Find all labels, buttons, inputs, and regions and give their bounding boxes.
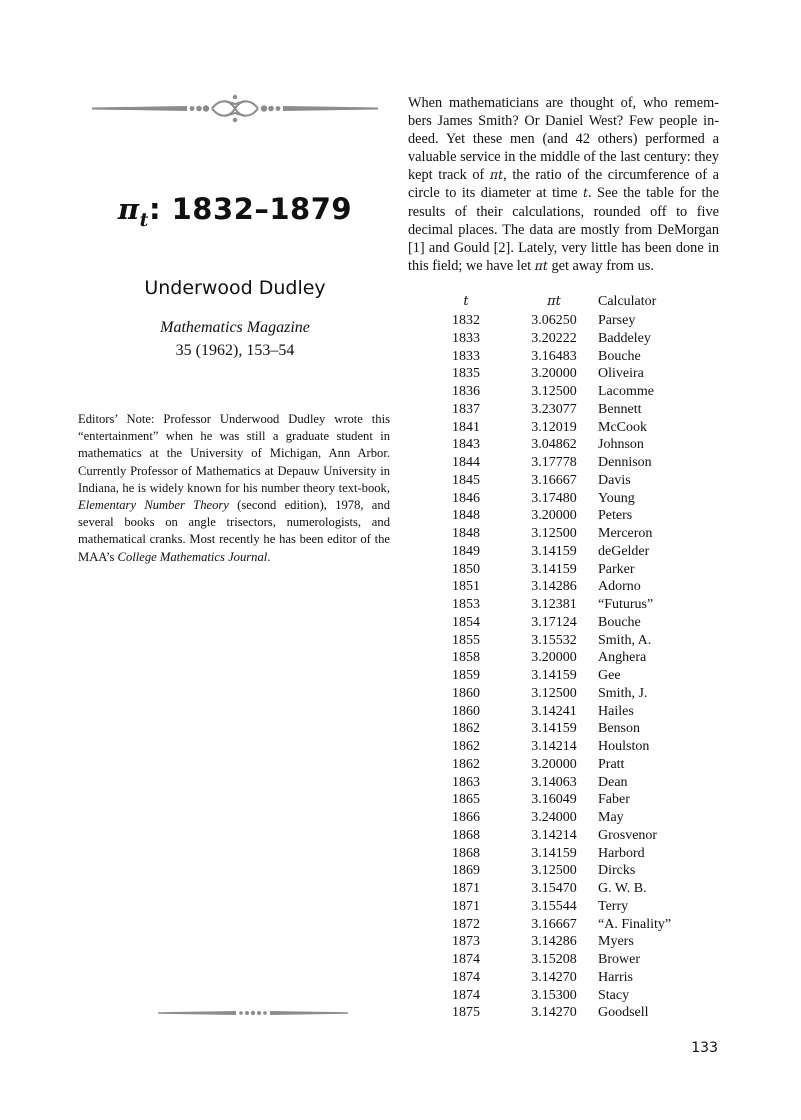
pi-value-cell: 3.24000	[531, 810, 577, 825]
header-pi-value: πt	[547, 294, 561, 310]
table-row	[420, 703, 720, 721]
table-row	[420, 1004, 720, 1022]
pi-value-cell: 3.15300	[531, 987, 577, 1003]
page-number: 133	[691, 1040, 718, 1056]
table-row	[420, 330, 720, 348]
table-row	[420, 791, 720, 809]
table-row	[420, 614, 720, 632]
calculator-cell: deGelder	[598, 543, 650, 559]
year-cell: 1860	[452, 703, 480, 719]
pi-value-cell: 3.20000	[531, 650, 577, 666]
year-cell: 1871	[452, 898, 480, 914]
table-row	[420, 578, 720, 596]
pi-value-cell: 3.04862	[531, 437, 577, 453]
year-cell: 1872	[452, 916, 480, 932]
calculator-cell: Pratt	[598, 756, 625, 772]
header-calculator: Calculator	[598, 294, 657, 310]
calculator-cell: Bouche	[598, 348, 641, 364]
table-row	[420, 951, 720, 969]
table-row	[420, 738, 720, 756]
pi-value-cell: 3.15532	[531, 632, 577, 648]
pi-value-cell: 3.14159	[531, 561, 577, 577]
table-row	[420, 827, 720, 845]
pi-value-cell: 3.16483	[531, 348, 577, 364]
calculator-cell: Benson	[598, 721, 640, 737]
pi-value-cell: 3.14214	[531, 827, 577, 843]
year-cell: 1851	[452, 579, 480, 595]
calculator-cell: Harris	[598, 969, 633, 985]
calculator-cell: Myers	[598, 934, 634, 950]
year-cell: 1833	[452, 348, 480, 364]
year-cell: 1859	[452, 668, 480, 683]
journal-name: Mathematics Magazine	[160, 319, 310, 336]
pi-value-cell: 3.14241	[531, 703, 577, 719]
intro-paragraph	[408, 94, 719, 275]
pi-value-cell: 3.14159	[531, 543, 577, 559]
table-row	[420, 561, 720, 579]
intro-text-4: get away from us.	[547, 257, 654, 274]
pi-value-cell: 3.14286	[531, 934, 577, 950]
calculator-cell: Terry	[598, 898, 629, 914]
year-cell: 1848	[452, 508, 480, 524]
year-cell: 1862	[452, 739, 480, 754]
year-cell: 1848	[452, 526, 480, 541]
calculator-cell: Anghera	[598, 650, 647, 666]
ornamental-divider-icon	[92, 92, 378, 126]
calculator-cell: Smith, J.	[598, 685, 648, 701]
year-cell: 1845	[452, 472, 480, 488]
table-row	[420, 809, 720, 827]
calculator-cell: Peters	[598, 508, 633, 524]
year-cell: 1874	[452, 969, 480, 985]
year-cell: 1841	[452, 419, 480, 435]
year-cell: 1874	[452, 952, 480, 967]
year-cell: 1863	[452, 774, 480, 790]
table-row	[420, 969, 720, 987]
year-cell: 1837	[452, 401, 480, 417]
title-years: : 1832–1879	[148, 192, 353, 226]
table-header-row	[420, 292, 720, 312]
pi-value-cell: 3.23077	[531, 401, 577, 417]
calculator-cell: Young	[598, 490, 635, 506]
pi-value-cell: 3.15544	[531, 898, 577, 914]
pi-value-cell: 3.12500	[531, 526, 577, 541]
year-cell: 1873	[452, 934, 480, 950]
pi-value-cell: 3.14159	[531, 721, 577, 737]
calculator-cell: McCook	[598, 419, 647, 435]
year-cell: 1853	[452, 597, 480, 612]
year-cell: 1846	[452, 490, 480, 506]
table-row	[420, 383, 720, 401]
table-row	[420, 685, 720, 703]
table-row	[420, 987, 720, 1005]
pi-value-cell: 3.14159	[531, 668, 577, 683]
table-row	[420, 348, 720, 366]
table-row	[420, 774, 720, 792]
calculator-cell: Johnson	[598, 437, 644, 453]
pi-values-table	[420, 292, 720, 1022]
table-row	[420, 649, 720, 667]
calculator-cell: Adorno	[598, 579, 641, 595]
pi-value-cell: 3.20000	[531, 366, 577, 382]
year-cell: 1855	[452, 632, 480, 648]
editors-note-journal-title: College Mathematics Journal	[117, 549, 268, 564]
year-cell: 1868	[452, 845, 480, 861]
intro-text-1: When mathematicians are thought of, who remem-bers James Smith? Or Daniel West? Few people in-deed. Yet these men (and 42 others) performed a valuable service in the middle of the last century: they kept track of	[408, 95, 719, 184]
table-row	[420, 454, 720, 472]
calculator-cell: “Futurus”	[598, 597, 654, 612]
editors-note-book-title: Elementary Number Theory	[78, 498, 229, 513]
year-cell: 1843	[452, 437, 480, 453]
calculator-cell: Bouche	[598, 614, 641, 630]
title-subscript: t	[139, 209, 149, 231]
calculator-cell: Oliveira	[598, 366, 644, 382]
year-cell: 1849	[452, 543, 480, 559]
calculator-cell: Baddeley	[598, 330, 651, 346]
year-cell: 1871	[452, 881, 480, 896]
calculator-cell: Dean	[598, 774, 628, 790]
table-row	[420, 419, 720, 437]
calculator-cell: May	[598, 810, 624, 825]
pi-value-cell: 3.16667	[531, 472, 577, 488]
pi-value-cell: 3.12381	[531, 597, 577, 612]
pi-value-cell: 3.16049	[531, 792, 577, 808]
header-year: t	[463, 294, 469, 310]
editors-note-text-1: Editors’ Note: Professor Underwood Dudley wrote this “entertainment” when he was still a graduate student in mathematics at the University of Michigan, Ann Arbor. Currently Professor of Mathematics at Depauw University in Indiana, he is widely known for his number theory text-book,	[78, 412, 390, 495]
calculator-cell: Hailes	[598, 703, 634, 719]
year-cell: 1833	[452, 330, 480, 346]
calculator-cell: Faber	[598, 792, 630, 808]
table-row	[420, 880, 720, 898]
year-cell: 1868	[452, 827, 480, 843]
journal-citation: 35 (1962), 153–54	[175, 342, 295, 359]
year-cell: 1862	[452, 756, 480, 772]
pi-value-cell: 3.14214	[531, 739, 577, 754]
calculator-cell: Smith, A.	[598, 632, 652, 648]
table-row	[420, 898, 720, 916]
pi-value-cell: 3.14159	[531, 845, 577, 861]
year-cell: 1835	[452, 366, 480, 382]
pi-value-cell: 3.14063	[531, 774, 577, 790]
year-cell: 1836	[452, 384, 480, 399]
calculator-cell: Dircks	[598, 863, 636, 879]
table-row	[420, 401, 720, 419]
pi-value-cell: 3.12500	[531, 384, 577, 399]
table-row	[420, 507, 720, 525]
calculator-cell: Parsey	[598, 313, 636, 328]
title-pi-symbol: π	[117, 192, 140, 226]
intro-symbol-pi-t-2: πt	[534, 257, 548, 273]
pi-value-cell: 3.20000	[531, 508, 577, 524]
calculator-cell: Stacy	[598, 987, 630, 1003]
year-cell: 1844	[452, 455, 480, 470]
calculator-cell: G. W. B.	[598, 881, 647, 896]
pi-value-cell: 3.17778	[531, 455, 577, 470]
calculator-cell: Grosvenor	[598, 827, 658, 843]
table-row	[420, 543, 720, 561]
year-cell: 1874	[452, 987, 480, 1003]
intro-text-3: . See the table for the results of their calculations, rounded off to five decimal places. The data are mostly from DeMorgan [1] and Gould [2]. Lately, very little has been done in this field; we have let	[408, 185, 719, 274]
calculator-cell: Bennett	[598, 401, 642, 417]
pi-value-cell: 3.14270	[531, 969, 577, 985]
table-row	[420, 365, 720, 383]
table-row	[420, 525, 720, 543]
calculator-cell: “A. Finality”	[598, 916, 672, 932]
pi-value-cell: 3.20222	[531, 330, 577, 346]
pi-value-cell: 3.15470	[531, 881, 577, 896]
pi-value-cell: 3.15208	[531, 952, 577, 967]
pi-value-cell: 3.16667	[531, 916, 577, 932]
table-row	[420, 720, 720, 738]
pi-value-cell: 3.12500	[531, 863, 577, 879]
pi-value-cell: 3.12019	[531, 419, 577, 435]
intro-text-2: , the ratio of the circumference of a circle to its diameter at time	[408, 167, 719, 202]
table-row	[420, 916, 720, 934]
calculator-cell: Houlston	[598, 739, 650, 754]
pi-value-cell: 3.06250	[531, 313, 577, 328]
table-row	[420, 312, 720, 330]
table-row	[420, 472, 720, 490]
year-cell: 1865	[452, 792, 480, 808]
calculator-cell: Dennison	[598, 455, 652, 470]
table-row	[420, 632, 720, 650]
table-row	[420, 490, 720, 508]
calculator-cell: Davis	[598, 472, 631, 488]
table-row	[420, 756, 720, 774]
table-row	[420, 667, 720, 685]
calculator-cell: Gee	[598, 668, 621, 683]
year-cell: 1858	[452, 650, 480, 666]
table-row	[420, 933, 720, 951]
table-row	[420, 845, 720, 863]
calculator-cell: Parker	[598, 561, 635, 577]
pi-value-cell: 3.17480	[531, 490, 577, 506]
intro-symbol-pi-t: πt	[489, 167, 504, 183]
editors-note	[78, 411, 390, 566]
editors-note-text-2: (second edition), 1978, and several books on angle trisectors, numerologists, and mathematical cranks. Most recently he has been editor of the MAA’s	[78, 498, 390, 564]
year-cell: 1850	[452, 561, 480, 577]
intro-symbol-t: t	[582, 185, 588, 201]
editors-note-text-3: .	[267, 549, 271, 564]
year-cell: 1832	[452, 313, 480, 328]
year-cell: 1875	[452, 1005, 480, 1021]
calculator-cell: Lacomme	[598, 384, 654, 399]
year-cell: 1854	[452, 614, 480, 630]
pi-value-cell: 3.12500	[531, 685, 577, 701]
year-cell: 1862	[452, 721, 480, 737]
year-cell: 1860	[452, 685, 480, 701]
calculator-cell: Merceron	[598, 526, 653, 541]
ornamental-rule-icon	[158, 1006, 348, 1020]
calculator-cell: Goodsell	[598, 1005, 649, 1021]
pi-value-cell: 3.17124	[531, 614, 577, 630]
table-row	[420, 436, 720, 454]
table-row	[420, 862, 720, 880]
year-cell: 1869	[452, 863, 480, 879]
table-row	[420, 596, 720, 614]
pi-value-cell: 3.20000	[531, 756, 577, 772]
pi-value-cell: 3.14270	[531, 1005, 577, 1021]
year-cell: 1866	[452, 810, 480, 825]
author-name: Underwood Dudley	[144, 277, 326, 299]
calculator-cell: Harbord	[598, 845, 645, 861]
table-body	[420, 312, 720, 1022]
calculator-cell: Brower	[598, 952, 640, 967]
article-title	[80, 192, 390, 231]
pi-value-cell: 3.14286	[531, 579, 577, 595]
